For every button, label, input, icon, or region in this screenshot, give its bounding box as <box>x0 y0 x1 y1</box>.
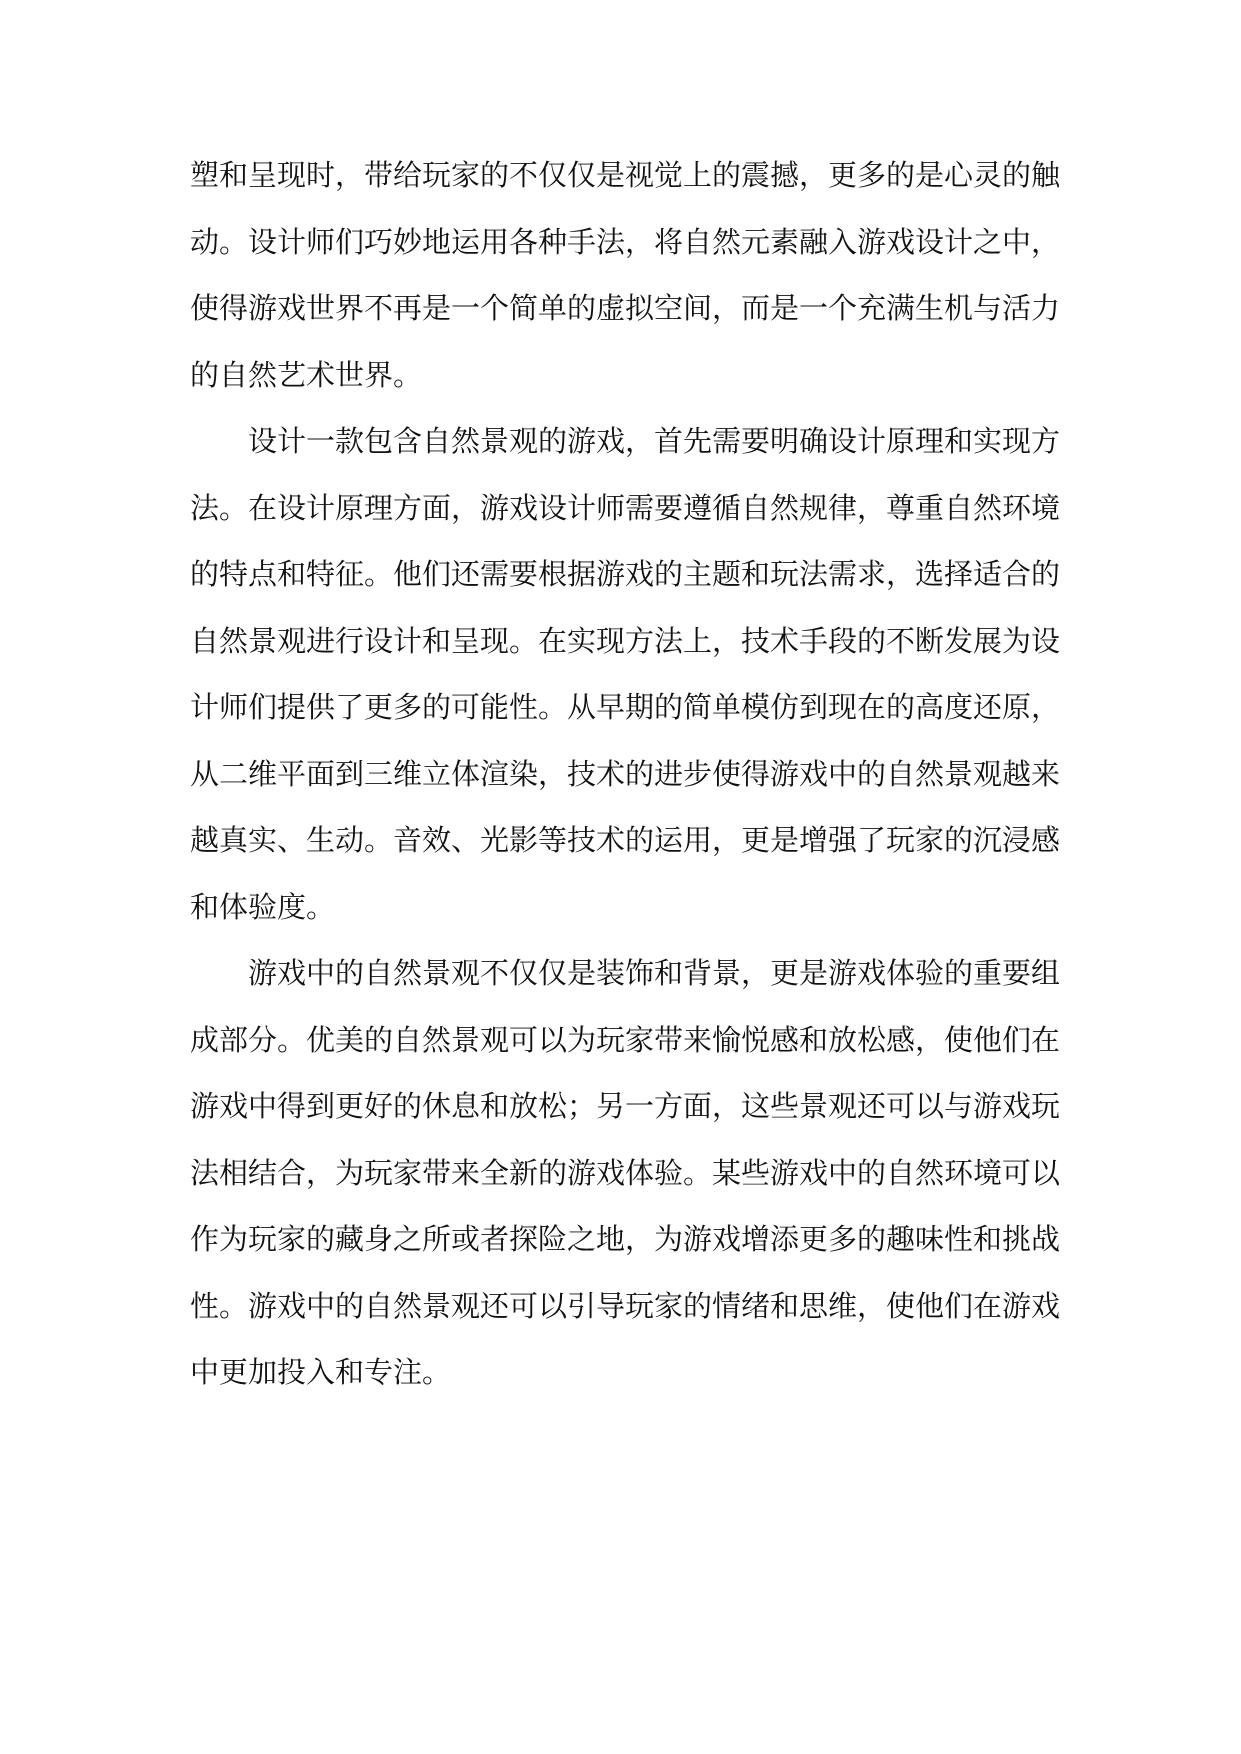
paragraph-gameplay-experience: 游戏中的自然景观不仅仅是装饰和背景，更是游戏体验的重要组成部分。优美的自然景观可以为玩家带来愉悦感和放松感，使他们在游戏中得到更好的休息和放松；另一方面，这些景观还可以与游戏玩法相结合，为玩家带来全新的游戏体验。某些游戏中的自然环境可以作为玩家的藏身之所或者探险之地，为游戏增添更多的趣味性和挑战性。游戏中的自然景观还可以引导玩家的情绪和思维，使他们在游戏中更加投入和专注。 <box>190 956 1061 1389</box>
paragraph-design-principles: 设计一款包含自然景观的游戏，首先需要明确设计原理和实现方法。在设计原理方面，游戏设计师需要遵循自然规律，尊重自然环境的特点和特征。他们还需要根据游戏的主题和玩法需求，选择适合的自然景观进行设计和呈现。在实现方法上，技术手段的不断发展为设计师们提供了更多的可能性。从早期的简单模仿到现在的高度还原，从二维平面到三维立体渲染，技术的进步使得游戏中的自然景观越来越真实、生动。音效、光影等技术的运用，更是增强了玩家的沉浸感和体验度。 <box>190 424 1061 924</box>
body-text <box>190 142 1060 1406</box>
paragraph-continuation: 塑和呈现时，带给玩家的不仅仅是视觉上的震撼，更多的是心灵的触动。设计师们巧妙地运用各种手法，将自然元素融入游戏设计之中，使得游戏世界不再是一个简单的虚拟空间，而是一个充满生机与活力的自然艺术世界。 <box>190 158 1061 392</box>
